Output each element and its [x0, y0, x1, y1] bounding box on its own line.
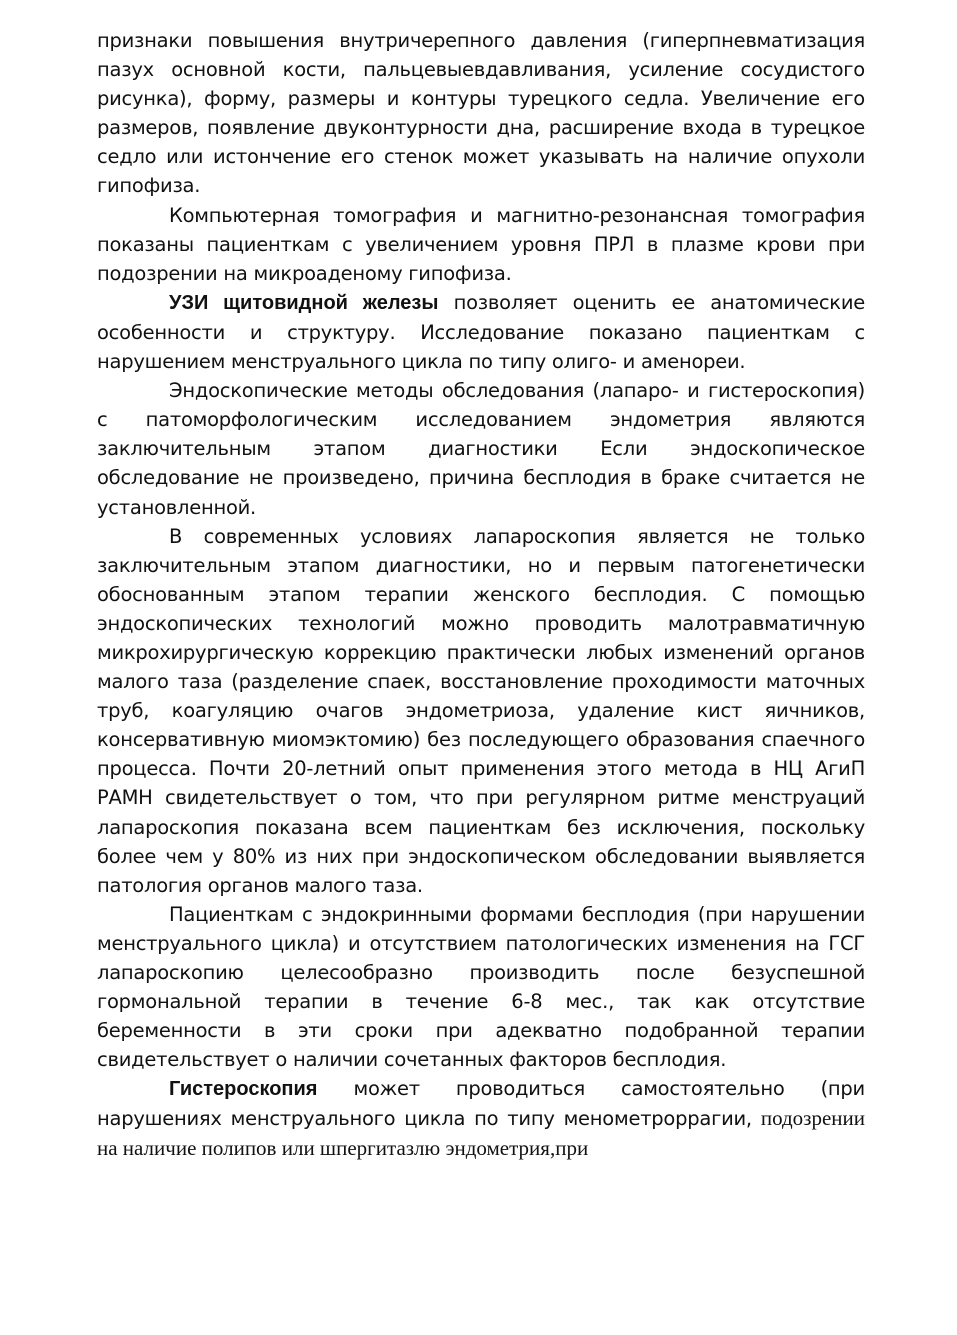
paragraph-heading: Гистероскопия: [169, 1078, 318, 1101]
paragraph-text: Пациенткам с эндокринными формами бесплодия (при нарушении менструального цикла) и отсутствием патологических изменения на ГСГ лапароскопию целесообразно производить после безуспешной гормональной терапии в течение 6-8 мес., так как отсутствие беременности в эти сроки при адекватно подобранной терапии свидетельствует о наличии сочетанных факторов бесплодия.: [97, 902, 865, 1072]
paragraph-text: Компьютерная томография и магнитно-резонансная томография показаны пациенткам с увеличением уровня ПРЛ в плазме крови при подозрении на микроаденому гипофиза.: [97, 203, 865, 285]
paragraph-thyroid-ultrasound: [97, 288, 865, 376]
paragraph-text: Эндоскопические методы обследования (лапаро- и гистероскопия) с патоморфологическим исследованием эндометрия являются заключительным этапом диагностики Если эндоскопическое обследование не произведено, причина бесплодия в браке считается не установленной.: [97, 379, 865, 519]
paragraph-ct-mri: [97, 201, 865, 288]
paragraph-endocrine-infertility: [97, 900, 865, 1075]
paragraph-laparoscopy: [97, 522, 865, 900]
paragraph-hysteroscopy: [97, 1074, 865, 1162]
document-page: [97, 26, 865, 1163]
paragraph-text: позволяет оценить ее анатомические особенности и структуру. Исследование показано пациенткам с нарушением менструального цикла по типу олиго- и аменореи.: [97, 290, 865, 374]
paragraph-endoscopic-methods: [97, 376, 865, 521]
paragraph-text: В современных условиях лапароскопия является не только заключительным этапом диагностики, но и первым патогенетически обоснованным этапом терапии женского бесплодия. С помощью эндоскопических технологий можно проводить малотравматичную микрохирургическую коррекцию практически любых изменений органов малого таза (разделение спаек, восстановление проходимости маточных труб, коагуляцию очагов эндометриоза, удаление кист яичников, консервативную миомэктомию) без последующего образования спаечного процесса. Почти 20-летний опыт применения этого метода в НЦ АгиП РАМН свидетельствует о том, что при регулярном ритме менструаций лапароскопия показана всем пациенткам без исключения, поскольку более чем у 80% из них при эндоскопическом обследовании выявляется патология органов малого таза.: [97, 524, 865, 897]
paragraph-skull-xray: [97, 26, 865, 201]
paragraph-text: признаки повышения внутричерепного давления (гиперпневматизация пазух основной кости, пальцевыевдавливания, усиление сосудистого рисунка), форму, размеры и контуры турецкого седла. Увеличение его размеров, появление двуконтурности дна, расширение входа в турецкое седло или истончение его стенок может указывать на наличие опухоли гипофиза.: [97, 29, 865, 198]
paragraph-text: может проводиться самостоятельно (при нарушениях менструального цикла по типу менометроррагии,: [97, 1077, 865, 1131]
paragraph-heading: УЗИ щитовидной железы: [169, 291, 439, 314]
paragraph-text-serif: подозрении на наличие полипов или шпергитазлю эндометрия,при: [97, 1106, 865, 1160]
